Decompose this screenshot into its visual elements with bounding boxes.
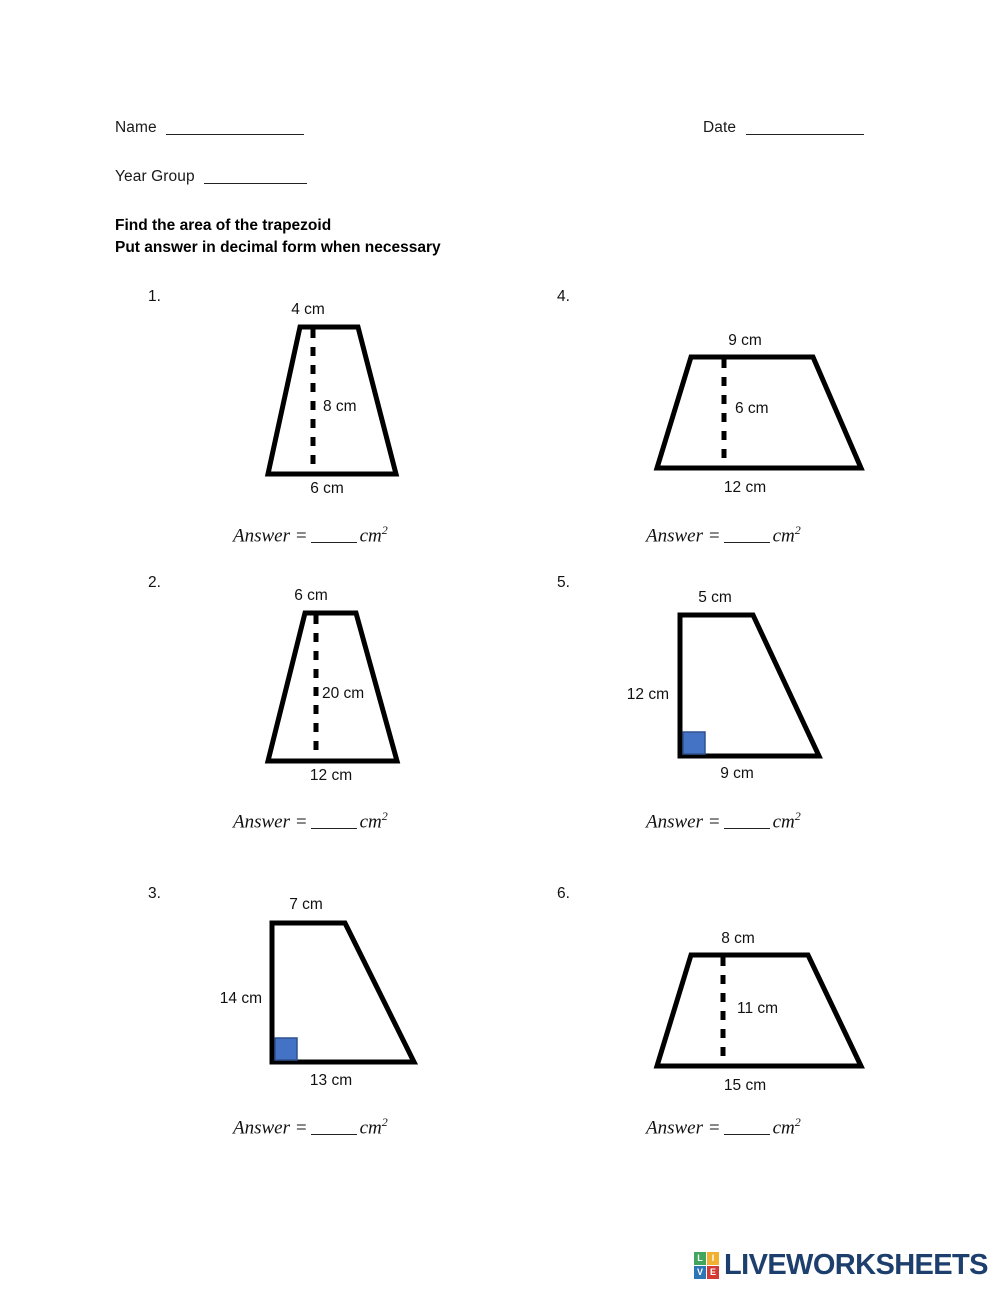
problem-6-answer-unit: cm [772,1117,795,1139]
problem-6-height-label: 11 cm [737,1000,779,1017]
instruction-line-2: Put answer in decimal form when necessary [115,239,441,256]
problem-6-figure [557,925,887,1095]
problem-4-answer-line [646,523,801,547]
problem-4-answer-blank[interactable] [724,542,770,543]
problem-1-height-label: 8 cm [323,398,357,415]
logo-tile-i: I [707,1252,719,1265]
year-group-input-blank[interactable] [204,183,307,184]
problem-3-right-angle-marker [275,1038,297,1060]
problem-1-figure [148,294,428,497]
problem-1-answer-prefix: Answer = [233,525,308,547]
problem-2-answer-exponent: 2 [381,809,388,823]
problem-5-answer-blank[interactable] [724,828,770,829]
problem-5-answer-exponent: 2 [794,809,801,823]
problem-3-answer-exponent: 2 [381,1115,388,1129]
problem-5-answer-line [646,809,801,833]
problem-4-answer-prefix: Answer = [646,525,721,547]
instruction-line-1: Find the area of the trapezoid [115,217,332,234]
problem-2-bottom-label: 12 cm [309,767,353,784]
problem-5-answer-prefix: Answer = [646,811,721,833]
problem-4-bottom-label: 12 cm [723,479,767,496]
problem-5-top-label: 5 cm [698,589,732,606]
problem-5-number: 5. [557,574,570,591]
problem-1-answer-blank[interactable] [311,542,357,543]
problem-5-figure [557,580,887,780]
problem-3-answer-line [233,1115,388,1139]
problem-6-number: 6. [557,885,570,902]
logo-tiles [694,1252,719,1279]
problem-4-number: 4. [557,288,570,305]
problem-3-number: 3. [148,885,161,902]
problem-6-top-label: 8 cm [721,930,755,947]
logo-tile-v: V [694,1266,706,1279]
problem-1-answer-exponent: 2 [381,523,388,537]
date-label: Date [703,119,737,136]
problem-5-answer-unit: cm [772,811,795,833]
problem-2-top-label: 6 cm [294,587,328,604]
logo-tile-l: L [694,1252,706,1265]
problem-2-answer-line [233,809,388,833]
problem-4-figure [557,328,887,498]
problem-6-answer-exponent: 2 [794,1115,801,1129]
problem-2-answer-unit: cm [359,811,382,833]
problem-5-right-angle-marker [683,732,705,754]
liveworksheets-logo[interactable] [694,1251,988,1280]
name-field-row [115,119,304,137]
name-label: Name [115,119,157,136]
problem-1-answer-line [233,523,388,547]
problem-6-answer-prefix: Answer = [646,1117,721,1139]
problem-3-answer-prefix: Answer = [233,1117,308,1139]
problem-4-answer-exponent: 2 [794,523,801,537]
problem-6-answer-blank[interactable] [724,1134,770,1135]
problem-1-answer-unit: cm [359,525,382,547]
problem-3-figure [148,891,448,1091]
problem-2-figure [148,580,428,784]
instructions [115,215,441,259]
problem-3-answer-blank[interactable] [311,1134,357,1135]
logo-tile-e: E [707,1266,719,1279]
year-group-field-row [115,168,307,186]
problem-1-bottom-label: 6 cm [310,480,344,497]
problem-2-number: 2. [148,574,161,591]
problem-1-number: 1. [148,288,161,305]
problem-4-top-label: 9 cm [728,332,762,349]
problem-5-height-label: 12 cm [626,686,669,703]
problem-3-height-label: 14 cm [219,990,262,1007]
problem-1-top-label: 4 cm [291,301,325,318]
date-field-row [703,119,864,137]
name-input-blank[interactable] [166,134,304,135]
problem-3-answer-unit: cm [359,1117,382,1139]
problem-2-answer-prefix: Answer = [233,811,308,833]
problem-6-bottom-label: 15 cm [723,1077,767,1094]
problem-3-top-label: 7 cm [289,896,323,913]
logo-wordmark: LIVEWORKSHEETS [724,1249,988,1281]
problem-4-answer-unit: cm [772,525,795,547]
problem-4-height-label: 6 cm [735,400,769,417]
problem-5-bottom-label: 9 cm [720,765,754,782]
problem-2-height-label: 20 cm [322,685,365,702]
problem-6-answer-line [646,1115,801,1139]
problem-2-answer-blank[interactable] [311,828,357,829]
date-input-blank[interactable] [746,134,864,135]
year-group-label: Year Group [115,168,195,185]
problem-3-bottom-label: 13 cm [309,1072,353,1089]
